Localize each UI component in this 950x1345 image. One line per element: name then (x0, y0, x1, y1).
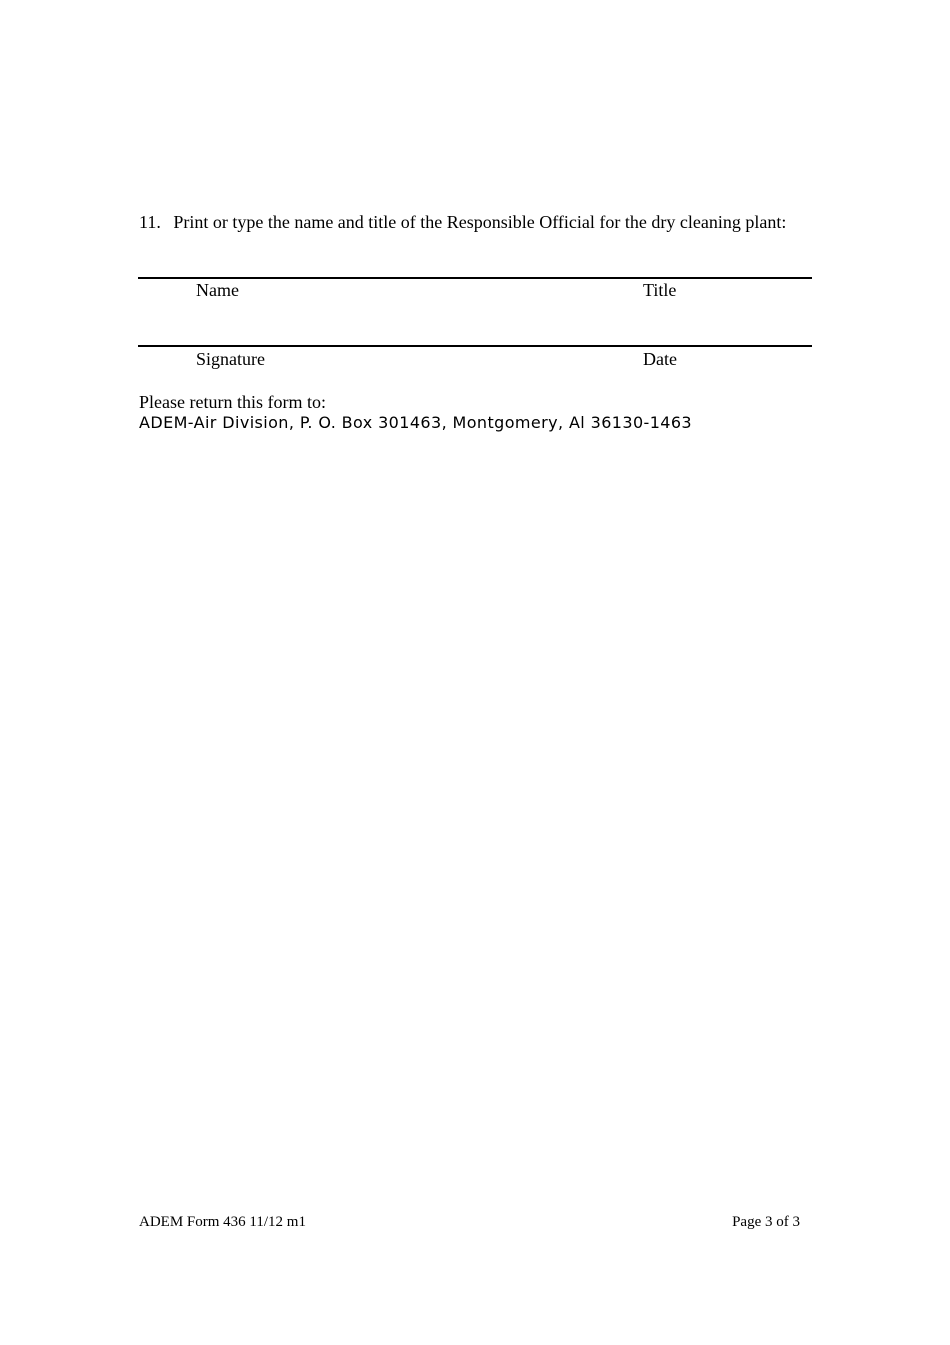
name-title-line[interactable] (138, 277, 812, 279)
title-label: Title (643, 280, 677, 300)
question-11 (139, 210, 786, 234)
signature-label: Signature (196, 349, 265, 369)
date-label: Date (643, 349, 677, 369)
return-address: ADEM-Air Division, P. O. Box 301463, Montgomery, Al 36130-1463 (139, 413, 693, 432)
question-number: 11. (139, 212, 161, 232)
return-instructions: Please return this form to: (139, 392, 326, 412)
signature-date-line[interactable] (138, 345, 812, 347)
name-label: Name (196, 280, 239, 300)
question-text: Print or type the name and title of the Responsible Official for the dry cleaning plant: (173, 212, 787, 232)
form-identifier: ADEM Form 436 11/12 m1 (139, 1214, 306, 1230)
page-number: Page 3 of 3 (732, 1214, 800, 1230)
